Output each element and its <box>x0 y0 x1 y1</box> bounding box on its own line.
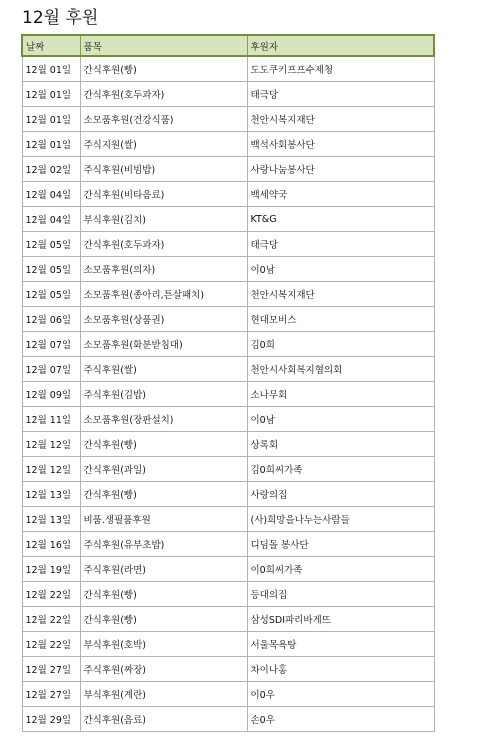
table-row <box>22 632 434 657</box>
table-row <box>22 307 434 332</box>
date-cell: 12월 07일 <box>22 357 80 382</box>
header-row <box>22 35 434 56</box>
date-cell: 12월 04일 <box>22 182 80 207</box>
table-row <box>22 132 434 157</box>
date-cell: 12월 22일 <box>22 582 80 607</box>
item-cell: 부식후원(김치) <box>80 207 247 232</box>
table-row <box>22 207 434 232</box>
donor-cell: 사랑의집 <box>247 482 434 507</box>
table-row <box>22 56 434 82</box>
item-cell: 주식후원(쌀) <box>80 357 247 382</box>
table-row <box>22 682 434 707</box>
date-cell: 12월 05일 <box>22 282 80 307</box>
date-cell: 12월 09일 <box>22 382 80 407</box>
date-cell: 12월 02일 <box>22 157 80 182</box>
donor-cell: 천안시사회복지협의회 <box>247 357 434 382</box>
date-cell: 12월 11일 <box>22 407 80 432</box>
header-item: 품목 <box>80 35 247 56</box>
donor-cell: 백세약국 <box>247 182 434 207</box>
table-row <box>22 532 434 557</box>
table-row <box>22 657 434 682</box>
header-date: 날짜 <box>22 35 80 56</box>
date-cell: 12월 27일 <box>22 682 80 707</box>
donor-cell: 삼성SDI파리바게뜨 <box>247 607 434 632</box>
table-row <box>22 382 434 407</box>
donor-cell: 이0희씨가족 <box>247 557 434 582</box>
item-cell: 주식지원(쌀) <box>80 132 247 157</box>
donor-cell: 디딤돌 봉사단 <box>247 532 434 557</box>
date-cell: 12월 01일 <box>22 82 80 107</box>
item-cell: 주식후원(비빔밥) <box>80 157 247 182</box>
table-row <box>22 707 434 732</box>
item-cell: 주식후원(김밥) <box>80 382 247 407</box>
item-cell: 소모품후원(화분받침대) <box>80 332 247 357</box>
table-row <box>22 482 434 507</box>
table-row <box>22 232 434 257</box>
donor-cell: 이0남 <box>247 257 434 282</box>
item-cell: 부식후원(계란) <box>80 682 247 707</box>
date-cell: 12월 22일 <box>22 607 80 632</box>
donor-cell: 등대의집 <box>247 582 434 607</box>
date-cell: 12월 07일 <box>22 332 80 357</box>
donor-cell: KT&G <box>247 207 434 232</box>
header-donor: 후원자 <box>247 35 434 56</box>
table-row <box>22 582 434 607</box>
donor-cell: 김0희씨가족 <box>247 457 434 482</box>
donor-cell: 천안시복지재단 <box>247 107 434 132</box>
donor-cell: (사)희망을나누는사람들 <box>247 507 434 532</box>
item-cell: 소모품후원(상품권) <box>80 307 247 332</box>
date-cell: 12월 13일 <box>22 507 80 532</box>
donor-cell: 손0우 <box>247 707 434 732</box>
table-row <box>22 507 434 532</box>
item-cell: 소모품후원(장판설치) <box>80 407 247 432</box>
item-cell: 간식후원(호두과자) <box>80 82 247 107</box>
date-cell: 12월 29일 <box>22 707 80 732</box>
date-cell: 12월 16일 <box>22 532 80 557</box>
donor-cell: 태극당 <box>247 82 434 107</box>
date-cell: 12월 27일 <box>22 657 80 682</box>
item-cell: 간식후원(음료) <box>80 707 247 732</box>
item-cell: 주식후원(짜장) <box>80 657 247 682</box>
date-cell: 12월 05일 <box>22 232 80 257</box>
date-cell: 12월 13일 <box>22 482 80 507</box>
date-cell: 12월 01일 <box>22 132 80 157</box>
donor-cell: 상록회 <box>247 432 434 457</box>
date-cell: 12월 06일 <box>22 307 80 332</box>
date-cell: 12월 12일 <box>22 457 80 482</box>
donor-cell: 현대모비스 <box>247 307 434 332</box>
donor-cell: 서울목욕탕 <box>247 632 434 657</box>
item-cell: 간식후원(빵) <box>80 432 247 457</box>
item-cell: 비품.생필품후원 <box>80 507 247 532</box>
item-cell: 간식후원(빵) <box>80 482 247 507</box>
page-title: 12월 후원 <box>22 8 99 28</box>
donation-table <box>21 34 435 732</box>
donor-cell: 김0희 <box>247 332 434 357</box>
table-row <box>22 407 434 432</box>
table-row <box>22 282 434 307</box>
table-row <box>22 107 434 132</box>
donor-cell: 차이나홍 <box>247 657 434 682</box>
date-cell: 12월 05일 <box>22 257 80 282</box>
item-cell: 소모품후원(의자) <box>80 257 247 282</box>
item-cell: 간식후원(빵) <box>80 56 247 82</box>
item-cell: 주식후원(유부초밥) <box>80 532 247 557</box>
item-cell: 간식후원(호두과자) <box>80 232 247 257</box>
table-row <box>22 432 434 457</box>
item-cell: 간식후원(비타음료) <box>80 182 247 207</box>
item-cell: 간식후원(과일) <box>80 457 247 482</box>
table-row <box>22 357 434 382</box>
date-cell: 12월 22일 <box>22 632 80 657</box>
date-cell: 12월 01일 <box>22 107 80 132</box>
item-cell: 부식후원(호박) <box>80 632 247 657</box>
item-cell: 소모품후원(종아리,튼살패치) <box>80 282 247 307</box>
table-row <box>22 557 434 582</box>
donor-cell: 도도쿠키프프수제청 <box>247 56 434 82</box>
table-row <box>22 82 434 107</box>
date-cell: 12월 01일 <box>22 56 80 82</box>
table-row <box>22 607 434 632</box>
table-row <box>22 457 434 482</box>
donor-cell: 이0우 <box>247 682 434 707</box>
item-cell: 주식후원(라면) <box>80 557 247 582</box>
date-cell: 12월 04일 <box>22 207 80 232</box>
table-row <box>22 157 434 182</box>
date-cell: 12월 19일 <box>22 557 80 582</box>
donor-cell: 이0남 <box>247 407 434 432</box>
item-cell: 간식후원(빵) <box>80 582 247 607</box>
donor-cell: 소나무회 <box>247 382 434 407</box>
table-row <box>22 182 434 207</box>
donor-cell: 백석사회봉사단 <box>247 132 434 157</box>
donor-cell: 천안시복지재단 <box>247 282 434 307</box>
item-cell: 소모품후원(건강식품) <box>80 107 247 132</box>
donor-cell: 태극당 <box>247 232 434 257</box>
date-cell: 12월 12일 <box>22 432 80 457</box>
table-row <box>22 257 434 282</box>
table-row <box>22 332 434 357</box>
donor-cell: 사랑나눔봉사단 <box>247 157 434 182</box>
item-cell: 간식후원(빵) <box>80 607 247 632</box>
